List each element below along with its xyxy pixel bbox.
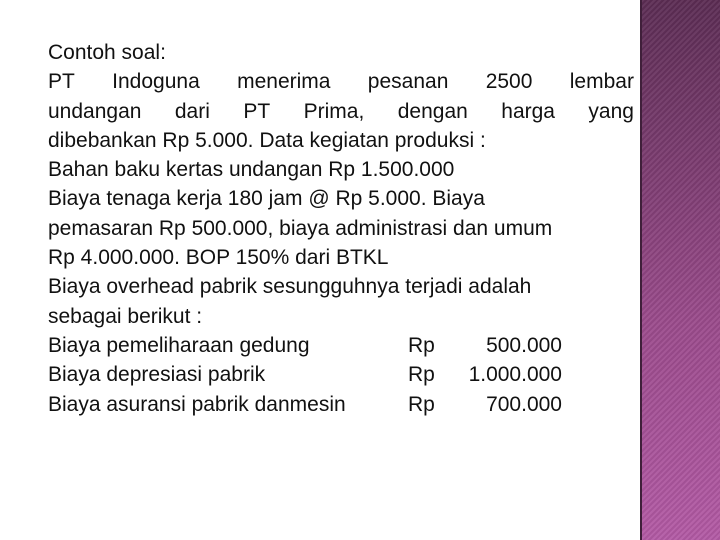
word: PT (243, 99, 271, 123)
cost-currency: Rp (408, 363, 435, 387)
text-line-2 (48, 97, 634, 126)
cost-label: Biaya depresiasi pabrik (48, 363, 266, 387)
word: dengan (397, 99, 468, 123)
text-line-4: Bahan baku kertas undangan Rp 1.500.000 (48, 158, 455, 182)
word: Prima, (303, 99, 365, 123)
text-line-3: dibebankan Rp 5.000. Data kegiatan produksi : (48, 128, 486, 152)
text-line-5: Biaya tenaga kerja 180 jam @ Rp 5.000. Biaya (48, 187, 485, 211)
cost-amount: 700.000 (486, 392, 562, 416)
word: PT (48, 70, 75, 94)
example-heading: Contoh soal: (48, 41, 166, 64)
word: harga (501, 99, 555, 123)
cost-currency: Rp (408, 392, 435, 416)
word: Indoguna (112, 70, 200, 94)
text-line-6: pemasaran Rp 500.000, biaya administrasi dan umum (48, 216, 553, 240)
text-line-8: Biaya overhead pabrik sesungguhnya terjadi adalah (48, 275, 532, 299)
word: menerima (237, 70, 331, 94)
word: undangan (48, 99, 142, 123)
word: lembar (569, 70, 634, 94)
cost-amount: 500.000 (486, 333, 562, 357)
decorative-side-band (642, 0, 720, 540)
word: dari (174, 99, 210, 123)
text-line-7: Rp 4.000.000. BOP 150% dari BTKL (48, 246, 389, 270)
cost-row (48, 360, 634, 389)
slide-text-block (48, 38, 634, 419)
word: yang (588, 99, 634, 123)
cost-row (48, 331, 634, 360)
cost-label: Biaya asuransi pabrik danmesin (48, 392, 346, 416)
word: pesanan (367, 70, 449, 94)
cost-amount: 1.000.000 (468, 363, 562, 387)
cost-currency: Rp (408, 333, 435, 357)
text-line-9: sebagai berikut : (48, 304, 203, 328)
word: 2500 (485, 70, 533, 94)
cost-row (48, 390, 634, 419)
text-line-1 (48, 67, 634, 96)
cost-label: Biaya pemeliharaan gedung (48, 333, 310, 357)
